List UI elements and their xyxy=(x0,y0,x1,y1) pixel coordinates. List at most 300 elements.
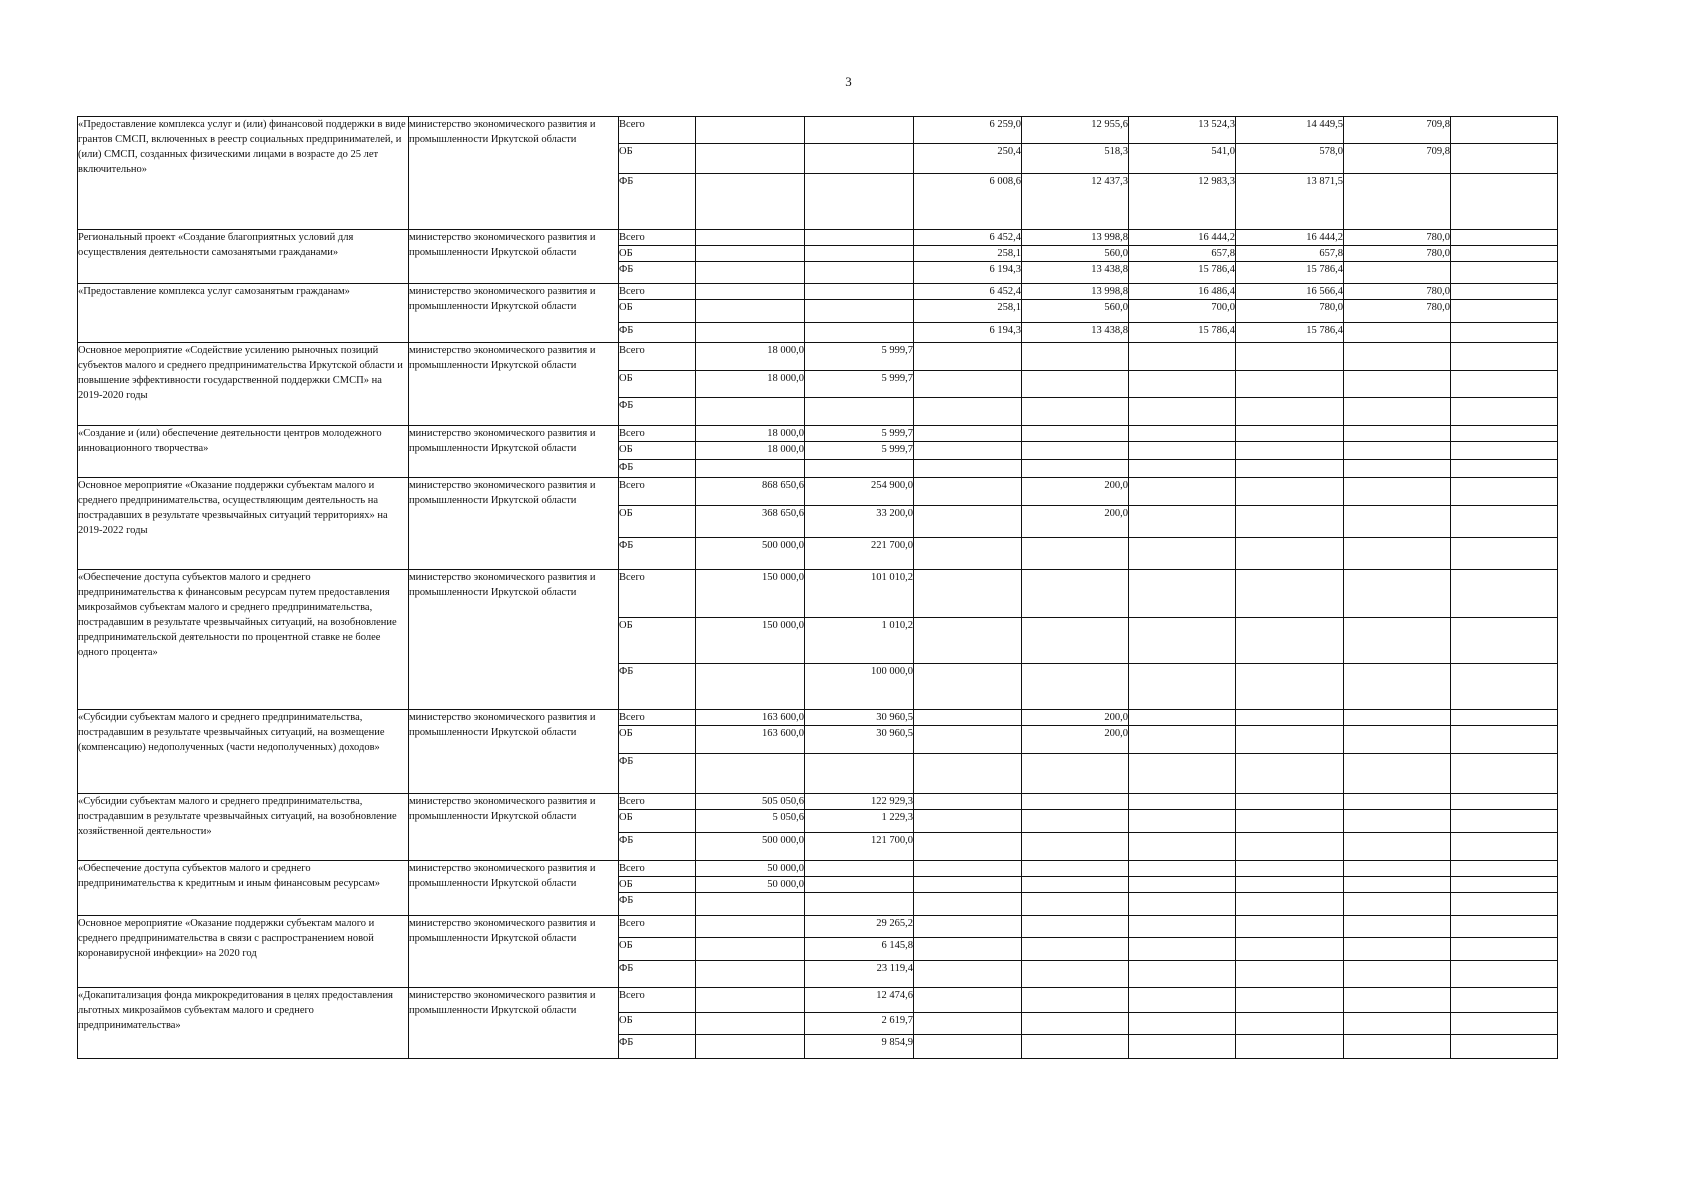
funding-source: ФБ xyxy=(619,262,696,284)
amount-cell xyxy=(1236,460,1344,478)
funding-source: ФБ xyxy=(619,754,696,794)
table-row xyxy=(78,343,1558,371)
funding-source: Всего xyxy=(619,230,696,246)
funding-source: ОБ xyxy=(619,144,696,174)
amount-cell xyxy=(1344,710,1451,726)
amount-cell xyxy=(805,262,914,284)
amount-cell xyxy=(1236,794,1344,810)
funding-source: ФБ xyxy=(619,893,696,916)
table-row xyxy=(78,710,1558,726)
amount-cell xyxy=(1451,117,1558,144)
amount-cell xyxy=(1129,398,1236,426)
amount-cell xyxy=(805,398,914,426)
amount-cell: 18 000,0 xyxy=(696,371,805,398)
funding-source: ОБ xyxy=(619,726,696,754)
executor: министерство экономического развития и промышленности Иркутской области xyxy=(409,916,619,988)
funding-source: ФБ xyxy=(619,323,696,343)
table-row xyxy=(78,916,1558,938)
funding-source: Всего xyxy=(619,284,696,300)
amount-cell xyxy=(1344,262,1451,284)
amount-cell xyxy=(1344,174,1451,230)
funding-source: ФБ xyxy=(619,961,696,988)
measure-name: «Предоставление комплекса услуг и (или) финансовой поддержки в виде грантов СМСП, включенных в реестр социальных предпринимателей, и (или) СМСП, созданных физическими лицами в возрасте до 25 лет включительно» xyxy=(78,117,409,230)
funding-source: ФБ xyxy=(619,398,696,426)
amount-cell: 16 486,4 xyxy=(1129,284,1236,300)
amount-cell xyxy=(1451,262,1558,284)
funding-source: ОБ xyxy=(619,442,696,460)
amount-cell xyxy=(914,833,1022,861)
measure-name: Основное мероприятие «Оказание поддержки субъектам малого и среднего предпринимательства, осуществляющим деятельность на пострадавших в результате чрезвычайных ситуаций территориях» на 2019-2022 годы xyxy=(78,478,409,570)
funding-source: Всего xyxy=(619,570,696,618)
amount-cell xyxy=(1236,893,1344,916)
amount-cell: 500 000,0 xyxy=(696,538,805,570)
amount-cell xyxy=(1022,618,1129,664)
amount-cell xyxy=(1344,893,1451,916)
funding-source: ФБ xyxy=(619,833,696,861)
amount-cell xyxy=(914,664,1022,710)
amount-cell xyxy=(1022,961,1129,988)
amount-cell xyxy=(1451,284,1558,300)
amount-cell xyxy=(1344,961,1451,988)
amount-cell xyxy=(1344,442,1451,460)
amount-cell xyxy=(1451,877,1558,893)
amount-cell: 9 854,9 xyxy=(805,1035,914,1059)
amount-cell xyxy=(1129,893,1236,916)
amount-cell: 560,0 xyxy=(1022,300,1129,323)
amount-cell xyxy=(1344,460,1451,478)
amount-cell xyxy=(1236,1035,1344,1059)
amount-cell xyxy=(1344,861,1451,877)
amount-cell xyxy=(1451,371,1558,398)
amount-cell xyxy=(1022,988,1129,1013)
amount-cell xyxy=(1451,833,1558,861)
amount-cell xyxy=(1129,938,1236,961)
amount-cell: 6 194,3 xyxy=(914,323,1022,343)
amount-cell xyxy=(1451,1035,1558,1059)
amount-cell xyxy=(1022,442,1129,460)
amount-cell xyxy=(1129,343,1236,371)
amount-cell xyxy=(1129,916,1236,938)
funding-source: ФБ xyxy=(619,174,696,230)
amount-cell xyxy=(696,1013,805,1035)
amount-cell: 13 438,8 xyxy=(1022,262,1129,284)
measure-name: Основное мероприятие «Оказание поддержки субъектам малого и среднего предпринимательства в связи с распространением новой коронавирусной инфекции» на 2020 год xyxy=(78,916,409,988)
amount-cell xyxy=(1451,1013,1558,1035)
amount-cell: 13 438,8 xyxy=(1022,323,1129,343)
amount-cell xyxy=(1022,1035,1129,1059)
amount-cell xyxy=(1129,833,1236,861)
amount-cell: 5 050,6 xyxy=(696,810,805,833)
amount-cell: 12 983,3 xyxy=(1129,174,1236,230)
funding-source: Всего xyxy=(619,117,696,144)
amount-cell xyxy=(1236,426,1344,442)
executor: министерство экономического развития и промышленности Иркутской области xyxy=(409,570,619,710)
amount-cell xyxy=(696,144,805,174)
amount-cell: 700,0 xyxy=(1129,300,1236,323)
amount-cell xyxy=(696,938,805,961)
amount-cell xyxy=(1236,371,1344,398)
amount-cell: 30 960,5 xyxy=(805,710,914,726)
amount-cell: 18 000,0 xyxy=(696,343,805,371)
amount-cell xyxy=(914,726,1022,754)
amount-cell xyxy=(1451,478,1558,506)
amount-cell: 150 000,0 xyxy=(696,570,805,618)
amount-cell xyxy=(1451,174,1558,230)
amount-cell xyxy=(1451,794,1558,810)
amount-cell xyxy=(1022,1013,1129,1035)
executor: министерство экономического развития и промышленности Иркутской области xyxy=(409,710,619,794)
amount-cell xyxy=(1344,794,1451,810)
amount-cell xyxy=(1236,988,1344,1013)
amount-cell xyxy=(1451,570,1558,618)
amount-cell xyxy=(1129,877,1236,893)
amount-cell xyxy=(1129,426,1236,442)
amount-cell xyxy=(914,988,1022,1013)
amount-cell xyxy=(1451,710,1558,726)
amount-cell xyxy=(1451,300,1558,323)
funding-source: ОБ xyxy=(619,618,696,664)
amount-cell: 150 000,0 xyxy=(696,618,805,664)
measure-name: «Субсидии субъектам малого и среднего предпринимательства, пострадавшим в результате чрезвычайных ситуаций, на возмещение (компенсацию) недополученных (части недополученных) доходов» xyxy=(78,710,409,794)
amount-cell xyxy=(1129,478,1236,506)
amount-cell xyxy=(1451,988,1558,1013)
amount-cell xyxy=(1129,618,1236,664)
amount-cell: 518,3 xyxy=(1022,144,1129,174)
table-row xyxy=(78,117,1558,144)
amount-cell xyxy=(1451,398,1558,426)
amount-cell xyxy=(1451,754,1558,794)
amount-cell xyxy=(696,262,805,284)
amount-cell xyxy=(805,893,914,916)
amount-cell xyxy=(1451,861,1558,877)
amount-cell xyxy=(1022,664,1129,710)
amount-cell xyxy=(1022,938,1129,961)
amount-cell xyxy=(1022,893,1129,916)
amount-cell xyxy=(1451,426,1558,442)
funding-source: ОБ xyxy=(619,810,696,833)
amount-cell xyxy=(1236,570,1344,618)
amount-cell xyxy=(1022,398,1129,426)
amount-cell xyxy=(914,861,1022,877)
amount-cell xyxy=(1344,398,1451,426)
amount-cell: 250,4 xyxy=(914,144,1022,174)
amount-cell: 12 437,3 xyxy=(1022,174,1129,230)
amount-cell xyxy=(1344,1013,1451,1035)
amount-cell xyxy=(1236,442,1344,460)
amount-cell xyxy=(1451,343,1558,371)
measure-name: Региональный проект «Создание благоприятных условий для осуществления деятельности самозанятыми гражданами» xyxy=(78,230,409,284)
amount-cell: 50 000,0 xyxy=(696,877,805,893)
amount-cell xyxy=(1022,861,1129,877)
amount-cell: 6 452,4 xyxy=(914,230,1022,246)
amount-cell xyxy=(1451,506,1558,538)
amount-cell xyxy=(1129,442,1236,460)
measure-name: «Субсидии субъектам малого и среднего предпринимательства, пострадавшим в результате чрезвычайных ситуаций, на возобновление хозяйственной деятельности» xyxy=(78,794,409,861)
amount-cell xyxy=(696,664,805,710)
amount-cell xyxy=(1344,877,1451,893)
amount-cell: 5 999,7 xyxy=(805,442,914,460)
amount-cell xyxy=(1451,323,1558,343)
table-row xyxy=(78,426,1558,442)
amount-cell xyxy=(1129,961,1236,988)
measure-name: «Обеспечение доступа субъектов малого и среднего предпринимательства к кредитным и иным финансовым ресурсам» xyxy=(78,861,409,916)
amount-cell xyxy=(1236,833,1344,861)
funding-source: ОБ xyxy=(619,300,696,323)
amount-cell xyxy=(1236,506,1344,538)
amount-cell xyxy=(1236,538,1344,570)
amount-cell: 200,0 xyxy=(1022,710,1129,726)
amount-cell xyxy=(914,538,1022,570)
amount-cell xyxy=(1451,916,1558,938)
amount-cell xyxy=(914,398,1022,426)
amount-cell xyxy=(1344,371,1451,398)
amount-cell: 13 998,8 xyxy=(1022,284,1129,300)
amount-cell: 5 999,7 xyxy=(805,343,914,371)
amount-cell: 6 008,6 xyxy=(914,174,1022,230)
amount-cell xyxy=(805,323,914,343)
amount-cell: 200,0 xyxy=(1022,478,1129,506)
amount-cell: 15 786,4 xyxy=(1236,323,1344,343)
amount-cell xyxy=(805,174,914,230)
amount-cell: 709,8 xyxy=(1344,117,1451,144)
amount-cell: 13 524,3 xyxy=(1129,117,1236,144)
amount-cell xyxy=(1129,538,1236,570)
page-number: 3 xyxy=(845,74,852,89)
amount-cell xyxy=(805,861,914,877)
amount-cell: 6 145,8 xyxy=(805,938,914,961)
funding-source: ОБ xyxy=(619,246,696,262)
funding-source: ОБ xyxy=(619,371,696,398)
amount-cell: 14 449,5 xyxy=(1236,117,1344,144)
amount-cell: 5 999,7 xyxy=(805,426,914,442)
amount-cell xyxy=(1236,754,1344,794)
amount-cell xyxy=(914,570,1022,618)
amount-cell xyxy=(914,426,1022,442)
amount-cell xyxy=(1129,988,1236,1013)
amount-cell xyxy=(914,343,1022,371)
amount-cell xyxy=(1451,810,1558,833)
amount-cell: 254 900,0 xyxy=(805,478,914,506)
amount-cell: 121 700,0 xyxy=(805,833,914,861)
funding-source: ФБ xyxy=(619,460,696,478)
amount-cell xyxy=(1129,506,1236,538)
executor: министерство экономического развития и промышленности Иркутской области xyxy=(409,284,619,343)
funding-source: Всего xyxy=(619,988,696,1013)
amount-cell xyxy=(1129,794,1236,810)
amount-cell xyxy=(1236,1013,1344,1035)
executor: министерство экономического развития и промышленности Иркутской области xyxy=(409,794,619,861)
amount-cell: 163 600,0 xyxy=(696,726,805,754)
amount-cell xyxy=(914,754,1022,794)
amount-cell xyxy=(696,300,805,323)
amount-cell xyxy=(696,323,805,343)
amount-cell xyxy=(1022,343,1129,371)
amount-cell xyxy=(1129,664,1236,710)
amount-cell xyxy=(914,442,1022,460)
table-row xyxy=(78,570,1558,618)
amount-cell: 12 474,6 xyxy=(805,988,914,1013)
amount-cell xyxy=(1129,710,1236,726)
amount-cell xyxy=(914,893,1022,916)
budget-table xyxy=(77,116,1558,1059)
funding-source: Всего xyxy=(619,343,696,371)
amount-cell xyxy=(1344,618,1451,664)
amount-cell xyxy=(1129,460,1236,478)
amount-cell xyxy=(914,710,1022,726)
amount-cell: 15 786,4 xyxy=(1129,323,1236,343)
amount-cell xyxy=(1236,961,1344,988)
table-row xyxy=(78,230,1558,246)
funding-source: Всего xyxy=(619,916,696,938)
table-row xyxy=(78,284,1558,300)
amount-cell xyxy=(1022,754,1129,794)
amount-cell xyxy=(1451,726,1558,754)
funding-source: ФБ xyxy=(619,538,696,570)
amount-cell xyxy=(805,117,914,144)
amount-cell xyxy=(1344,478,1451,506)
amount-cell: 780,0 xyxy=(1344,284,1451,300)
amount-cell xyxy=(1022,426,1129,442)
amount-cell xyxy=(1022,538,1129,570)
amount-cell: 578,0 xyxy=(1236,144,1344,174)
amount-cell: 780,0 xyxy=(1344,230,1451,246)
amount-cell xyxy=(1236,343,1344,371)
amount-cell xyxy=(696,284,805,300)
amount-cell: 709,8 xyxy=(1344,144,1451,174)
amount-cell xyxy=(914,506,1022,538)
amount-cell xyxy=(696,754,805,794)
amount-cell xyxy=(1022,794,1129,810)
amount-cell xyxy=(1236,710,1344,726)
amount-cell xyxy=(805,246,914,262)
amount-cell: 30 960,5 xyxy=(805,726,914,754)
amount-cell: 1 010,2 xyxy=(805,618,914,664)
amount-cell xyxy=(805,144,914,174)
measure-name: «Создание и (или) обеспечение деятельности центров молодежного инновационного творчества» xyxy=(78,426,409,478)
executor: министерство экономического развития и промышленности Иркутской области xyxy=(409,861,619,916)
amount-cell: 13 998,8 xyxy=(1022,230,1129,246)
measure-name: «Докапитализация фонда микрокредитования в целях предоставления льготных микрозаймов субъектам малого и среднего предпринимательства» xyxy=(78,988,409,1059)
amount-cell xyxy=(1236,664,1344,710)
amount-cell: 100 000,0 xyxy=(805,664,914,710)
amount-cell xyxy=(696,916,805,938)
amount-cell xyxy=(1022,833,1129,861)
amount-cell: 16 444,2 xyxy=(1129,230,1236,246)
amount-cell xyxy=(1344,343,1451,371)
amount-cell xyxy=(1129,726,1236,754)
amount-cell xyxy=(805,877,914,893)
amount-cell xyxy=(1236,861,1344,877)
table-row xyxy=(78,988,1558,1013)
amount-cell: 163 600,0 xyxy=(696,710,805,726)
amount-cell xyxy=(1022,371,1129,398)
amount-cell xyxy=(1451,442,1558,460)
executor: министерство экономического развития и промышленности Иркутской области xyxy=(409,478,619,570)
funding-source: ФБ xyxy=(619,664,696,710)
amount-cell xyxy=(1022,570,1129,618)
amount-cell xyxy=(1344,570,1451,618)
amount-cell xyxy=(1129,810,1236,833)
amount-cell xyxy=(914,916,1022,938)
funding-source: Всего xyxy=(619,794,696,810)
amount-cell xyxy=(1451,230,1558,246)
funding-source: ОБ xyxy=(619,938,696,961)
funding-source: ОБ xyxy=(619,1013,696,1035)
amount-cell: 200,0 xyxy=(1022,506,1129,538)
amount-cell xyxy=(1236,398,1344,426)
amount-cell: 258,1 xyxy=(914,246,1022,262)
amount-cell xyxy=(1344,988,1451,1013)
amount-cell: 6 452,4 xyxy=(914,284,1022,300)
amount-cell xyxy=(1022,877,1129,893)
amount-cell xyxy=(1451,938,1558,961)
amount-cell xyxy=(1451,618,1558,664)
amount-cell: 780,0 xyxy=(1344,246,1451,262)
amount-cell xyxy=(696,893,805,916)
amount-cell xyxy=(805,284,914,300)
amount-cell xyxy=(1344,538,1451,570)
amount-cell: 505 050,6 xyxy=(696,794,805,810)
amount-cell xyxy=(1344,506,1451,538)
amount-cell xyxy=(1344,664,1451,710)
amount-cell: 657,8 xyxy=(1129,246,1236,262)
amount-cell xyxy=(1451,961,1558,988)
amount-cell xyxy=(805,230,914,246)
amount-cell: 13 871,5 xyxy=(1236,174,1344,230)
amount-cell xyxy=(696,460,805,478)
amount-cell: 221 700,0 xyxy=(805,538,914,570)
amount-cell xyxy=(1451,893,1558,916)
executor: министерство экономического развития и промышленности Иркутской области xyxy=(409,230,619,284)
amount-cell xyxy=(914,1035,1022,1059)
amount-cell xyxy=(696,988,805,1013)
amount-cell xyxy=(696,1035,805,1059)
amount-cell xyxy=(914,371,1022,398)
amount-cell: 657,8 xyxy=(1236,246,1344,262)
amount-cell: 23 119,4 xyxy=(805,961,914,988)
funding-source: Всего xyxy=(619,861,696,877)
amount-cell xyxy=(1344,916,1451,938)
funding-source: ОБ xyxy=(619,506,696,538)
amount-cell: 780,0 xyxy=(1344,300,1451,323)
amount-cell xyxy=(1236,810,1344,833)
amount-cell xyxy=(1344,754,1451,794)
funding-source: ОБ xyxy=(619,877,696,893)
amount-cell xyxy=(1129,371,1236,398)
amount-cell xyxy=(914,794,1022,810)
amount-cell: 33 200,0 xyxy=(805,506,914,538)
funding-source: ФБ xyxy=(619,1035,696,1059)
table-row xyxy=(78,861,1558,877)
amount-cell xyxy=(914,938,1022,961)
amount-cell: 1 229,3 xyxy=(805,810,914,833)
amount-cell: 2 619,7 xyxy=(805,1013,914,1035)
amount-cell xyxy=(1451,144,1558,174)
measure-name: Основное мероприятие «Содействие усилению рыночных позиций субъектов малого и среднего предпринимательства Иркутской области и повышение эффективности государственной поддержки СМСП» на 2019-2020 годы xyxy=(78,343,409,426)
amount-cell xyxy=(1344,938,1451,961)
amount-cell: 12 955,6 xyxy=(1022,117,1129,144)
amount-cell xyxy=(1129,570,1236,618)
measure-name: «Предоставление комплекса услуг самозанятым гражданам» xyxy=(78,284,409,343)
executor: министерство экономического развития и промышленности Иркутской области xyxy=(409,117,619,230)
amount-cell xyxy=(696,961,805,988)
amount-cell xyxy=(914,478,1022,506)
table-row xyxy=(78,478,1558,506)
amount-cell: 200,0 xyxy=(1022,726,1129,754)
amount-cell xyxy=(1236,938,1344,961)
amount-cell: 16 444,2 xyxy=(1236,230,1344,246)
amount-cell xyxy=(696,230,805,246)
